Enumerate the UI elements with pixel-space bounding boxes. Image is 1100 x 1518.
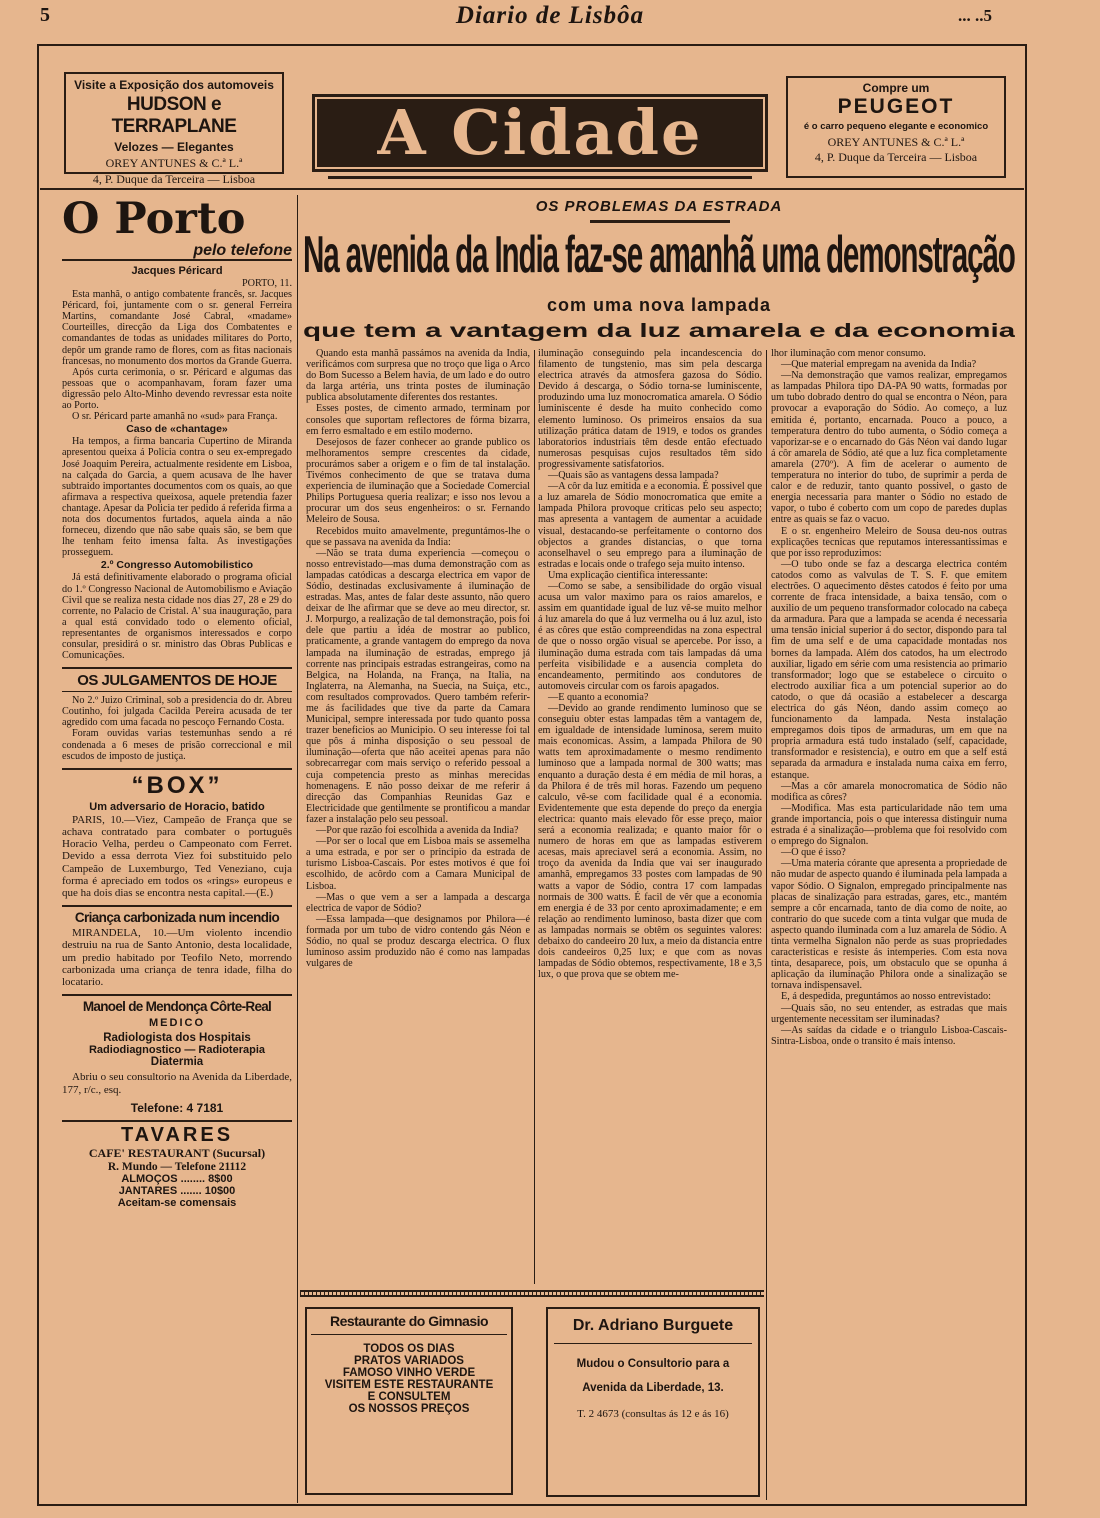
ad-medico-line6: Abriu o seu consultorio na Avenida da Liberdade, 177, r/c., esq.	[62, 1071, 292, 1097]
main-col1	[306, 348, 530, 1286]
main-kicker: OS PROBLEMAS DA ESTRADA	[535, 198, 783, 215]
ad-hudson-line5: 4, P. Duque da Terceira — Lisboa	[92, 172, 256, 186]
ad-gimnasio-line3: PRATOS VARIADOS	[354, 1355, 464, 1367]
main-col3-p11: —As saídas da cidade e o triangulo Lisboa-Cascais-Sintra-Lisboa, onde o transito é mais intenso.	[771, 1024, 1007, 1047]
ad-burguete-line1: Dr. Adriano Burguete	[554, 1317, 752, 1344]
section-title: A Cidade	[377, 96, 703, 169]
page-number: 5	[40, 4, 50, 26]
ad-gimnasio-line2: TODOS OS DIAS	[363, 1343, 455, 1355]
ad-gimnasio-line5: VISITEM ESTE RESTAURANTE	[324, 1379, 494, 1391]
main-col3-p6: —Modifica. Mas esta particularidade não tem uma grande importancia, pois o que interessa distinguir numa estrada é a sinalização—problema que foi resolvido com o emprego do Signalon.	[771, 802, 1007, 848]
main-col1-p4: —Não se trata duma experiencia —começou o nosso entrevistado—mas duma demonstração com as lampadas catódicas a descarga electrica em vapor de Sódio, destinadas exclusivamente á iluminação de estradas. Mas, antes de falar deste assunto, não quero deixar de lhe afirmar que se deve ao meu director, sr. J. Morpurgo, a realização de tal demonstração, pois foi dele que partiu a idéa de mostrar ao publico, praticamente, a grande vantagem do emprego da nova lampada na iluminação de estradas, emprego já corrente nas principais estradas estrangeiras, como na Belgica, na Holanda, na França, na Italia, na Inglaterra, na Alemanha, na Suecia, na Suiça, etc., com resultados comprovados. Quero também referir-me ás facilidades que tive da parte da Camara Municipal, sempre interessada por tudo quanto possa trazer beneficios ao Municipio. O seu interesse foi tal que pôs á minha disposição o seu pessoal de iluminação—oferta que não aceitei apenas para não sobrecarregar com mais serviço o referido pessoal a cuja competencia presto as minhas merecidas homenagens. E não posso deixar de me referir á direcção das Companhias Reunidas Gaz e Electricidade que gentilmente se prontificou a mandar fazer a instalação pelo seu pessoal.	[306, 547, 530, 825]
porto-byline: Jacques Péricard	[131, 265, 223, 277]
porto-p1: Esta manhã, o antigo combatente francês, sr. Jacques Péricard, foi, juntamente com o sr. general Ferreira Martins, comandante José Cabral, «madame» Courteilles, direcção da Liga dos Combatentes e comandantes de todas as unidades militares do Porto, depôr um grande ramo de flores, com as fitas nacionais francesas, no monumento dos mortos da Grande Guerra.	[62, 289, 292, 367]
left-column	[62, 196, 292, 1209]
main-col3-p9: E, á despedida, preguntámos ao nosso entrevistado:	[781, 991, 991, 1003]
ad-medico	[62, 994, 292, 1115]
ad-tavares-line6: Aceitam-se comensais	[117, 1197, 237, 1210]
ad-peugeot-line4: OREY ANTUNES & C.ª L.ª	[827, 135, 965, 149]
ad-hudson	[64, 72, 284, 186]
top-rule	[40, 188, 1024, 190]
main-col3-p0: lhor iluminação com menor consumo.	[771, 348, 926, 359]
section-title-box	[312, 94, 768, 172]
main-col1-p5: —Por que razão foi escolhida a avenida da India?	[316, 825, 519, 837]
ad-medico-line7: Telefone: 4 7181	[130, 1101, 224, 1116]
crianca-title: Criança carbonizada num incendio	[62, 905, 292, 925]
box-body	[62, 814, 292, 899]
main-col3-p2: —Na demonstração que vamos realizar, empregamos as lampadas Philora tipo DA-PA 90 watts, formadas por um tubo dobrado dentro do qual se encontra o Néon, para provocar a evaporação do Sódio. Ao começo, a luz emitida é, portanto, encarnada. Pouco a pouco, a temperatura dentro do tubo aumenta, o Sódio começa a vaporizar-se e o encarnado do Gás Néon vai dando lugar á côr amarela de Sódio, até que a luz fica completamente amarela (270º). A fim de acelerar o aumento de temperatura no interior do tubo, de suprimir a perda de calor e de reduzir, tanto quanto possivel, o gasto de energia necessaria para manter o Sódio no estado de vapor, o tubo é coberto com um copo de paredes duplas entre as quais se faz o vacuo.	[771, 370, 1007, 526]
box-p1: PARIS, 10.—Viez, Campeão de França que se achava contratado para combater o português Horacio Velha, perdeu o Campeonato com Ferret. Devido a essa derrota Viez foi substituido pelo Campeão de Luxemburgo, Ted Veneziano, cuja forma é apreciado em todos os «rings» europeus e que ha dois dias se encontra nesta capital.—(E.)	[62, 813, 292, 899]
porto-h2: Caso de «chantage»	[126, 423, 228, 436]
masthead: Diario de Lisbôa	[455, 2, 645, 29]
ad-hudson-line3: Velozes — Elegantes	[114, 140, 234, 154]
title-underline	[328, 176, 752, 179]
main-deck1: com uma nova lampada	[546, 295, 772, 315]
ad-burguete	[546, 1307, 760, 1497]
ad-tavares-line3: R. Mundo — Telefone 21112	[107, 1161, 247, 1174]
main-col3-p5: —Mas a côr amarela monocromatica de Sódio não modifica as côres?	[771, 780, 1007, 803]
main-col-divider1	[534, 350, 535, 1284]
main-col1-p2: Desejosos de fazer conhecer ao grande publico os melhoramentos sempre crescentes da cidade, procurámos saber a origem e o fim de tal instalação. Tivémos conhecimento de que se tratava duma experiencia de iluminação que a Sociedade Comercial Philips Portuguesa queria realizar; e isso nos levou a procurar um dos seus engenheiros: o sr. Fernando Meleiro de Sousa.	[306, 436, 530, 526]
main-col3-p8: —Uma materia córante que apresenta a propriedade de não mudar de aspecto quando é iluminada pela lampada a vapor Sódio. O Signalon, empregado principalmente nas placas de sinalização para estradas, gares, etc., mantém sempre a côr encarnada, tanto de dia como de noite, ao contrario do que sucede com a tinta vulgar que muda de aspecto quando iluminada com a luz amarela de Sódio. A tinta vermelha Signalon não perde as suas propriedades caracteristicas e resiste ás intemperies. Com esta nova tinta, desaparece, pois, um obstaculo que se opunha á aplicação da iluminação Philora onde a sinalização se tornava indispensavel.	[771, 858, 1007, 992]
ad-tavares-line1: TAVARES	[120, 1124, 234, 1147]
kicker-rule	[590, 220, 730, 223]
ad-medico-line1: Manoel de Mendonça Côrte-Real	[82, 999, 272, 1015]
main-col2-p0: iluminação conseguindo pela incandescencia do filamento de tungstenio, mas sim pela descarga electrica através da atmosfera gazosa do Sódio. Devido á descarga, o Sódio torna-se luminiscente, produzindo uma luz monocromatica amarela. O Sódio luminiscente é desde ha muito conhecido como elemento luminoso. Os primeiros ensaios da sua utilização prática datam de 1919, e todos os grandes laboratorios industriais têm desde então efectuado numerosas pesquisas cujos resultados têm sido progressivamente satisfatorios.	[538, 348, 762, 470]
ad-hudson-line2: HUDSON e TERRAPLANE	[111, 94, 237, 137]
julgamentos-title: OS JULGAMENTOS DE HOJE	[62, 667, 292, 692]
porto-p4: Ha tempos, a firma bancaria Cupertino de Miranda apresentou queixa á Policia contra o seu ex-empregado José Joaquim Pereira, actualmente residente em Lisboa, na calçada do Garcia, a quem acusava de lhe haver subtraido importantes documentos com os quais, ao que afirmava a respectiva queixosa, aquele pretendia fazer chantage. Apesar da Policia ter pedido á referida firma a nota dos documentos furtados, aquela ainda a não forneceu, dizendo que não sabe quais são, se bem que lhe tenham feito imensa falta. As investigações prosseguem.	[62, 436, 292, 559]
ad-medico-line5: Diatermia	[150, 1056, 204, 1069]
ad-burguete-line2: Mudou o Consultorio para a	[576, 1358, 730, 1370]
ad-tavares-line4-label: ALMOÇOS	[121, 1173, 178, 1186]
ad-tavares-line4-price: 8$00	[208, 1173, 233, 1186]
main-col2-p5: —E quanto a economia?	[548, 691, 649, 703]
box-subtitle: Um adversario de Horacio, batido	[89, 800, 265, 813]
ad-burguete-line4: T. 2 4673 (consultas ás 12 e ás 16)	[577, 1408, 729, 1420]
main-col1-p6: —Por ser o local que em Lisboa mais se assemelha a uma estrada, e por ser o principio da estrada de turismo Lisboa-Cascais. Por estes motivos é que foi escolhido, de acôrdo com a Camara Municipal de Lisboa.	[306, 836, 530, 892]
porto-title: O Porto	[62, 194, 246, 244]
ad-tavares	[62, 1120, 292, 1209]
main-col3-p4: —O tubo onde se faz a descarga electrica contém catodos como as valvulas de T. S. F. que emitem electrões. O aquecimento dêstes catodos é feito por uma corrente de fraca intensidade, a baixa tensão, com o auxilio de um pequeno transformador colocado na cabeça da armadura. Para que a lampada se acenda é necessaria uma tensão inicial superior á do sector, dispondo para tal fim de uma self e de uma capacidade montadas nos bornes da lampada. Além dos catodos, ha um electrodo auxiliar, ligado em série com uma resistencia ao primario transformador; logo que se estabelece o circuito o electrodo auxiliar fica a um potencial superior ao do catodo, o que dá ocasião a estabelecer a descarga electrica do gás Néon, dando assim começo ao funcionamento da lampada. Nesta instalação empregamos dois tipos de armaduras, um em que na propria armadura está tudo instalado (self, capacidade, transformador e resistencia), e outro em que a self está separada da armadura e instalada numa caixa em ferro, estanque.	[771, 558, 1007, 781]
date-fragment: ... ..5	[958, 6, 992, 25]
main-deck2: que tem a vantagem da luz amarela e da economia	[303, 321, 1015, 342]
main-col2	[538, 348, 762, 1286]
julgamentos-p2: Foram ouvidas varias testemunhas sendo a ré condenada a 6 meses de prisão correccional e mil escudos de imposto de justiça.	[62, 728, 292, 762]
left-col-divider	[297, 195, 298, 1503]
ad-tavares-leader1: ........	[180, 1173, 206, 1186]
julgamentos-p1: No 2.º Juizo Criminal, sob a presidencia do dr. Abreu Coutinho, foi julgada Cacilda Pereira acusada de ter agredido com uma facada no pescoço Fernando Costa.	[62, 695, 292, 729]
ad-tavares-line5-label: JANTARES	[118, 1185, 178, 1198]
ad-peugeot-line5: 4, P. Duque da Terceira — Lisboa	[814, 150, 978, 164]
ad-peugeot	[786, 76, 1006, 178]
crianca-body	[62, 927, 292, 988]
ad-tavares-row2	[62, 1185, 292, 1197]
ad-gimnasio-line6: E CONSULTEM	[367, 1391, 451, 1403]
main-col1-p8: —Essa lampada—que designamos por Philora—é formada por um tubo de vidro contendo gás Néon e Sódio, no qual se produz descarga electrica. O flux luminoso assim produzido não é como nas lampadas vulgares de	[306, 913, 530, 970]
main-col2-p1: —Quais são as vantagens dessa lampada?	[548, 470, 719, 482]
main-col2-p6: —Devido ao grande rendimento luminoso que se conseguiu obter estas lampadas têm a vantagem de, em igualdade de intensidade luminosa, serem muito mais economicas. Assim, a lampada Philora de 90 watts tem aproximadamente o mesmo rendimento luminoso que a lampada normal de 300 watts; mas enquanto a duração desta é em média de mil horas, a da Philora é de três mil horas. Fazendo um pequeno calculo, vê-se com facilidade qual é a economia. Evidentemente que esta depende do preço da energia electrica: quanto mais elevado fôr esse preço, maior será a economia realizada; e quanto maior fôr o numero de horas em que as lampadas estiverem acesas, mais apreciavel será a economia. Assim, no troço da avenida da India que vai ser inaugurado amanhã, empregamos 33 postes com lampadas de 90 watts a vapor de Sódio, contra 17 com lampadas normais de 300 watts. É facil de vêr que a economia em energia é de 33 por cento aproximadamente; e em relação ao rendimento luminoso, basta dizer que com as lampadas normais se obtêm os seguintes valores: debaixo do candeeiro 20 lux, a meio da distancia entre dois candeeiros 0,25 lux; e que com as novas lampadas de Sódio obtemos, respectivamente, 18 e 3,5 lux, o que prova que se obtem me-	[538, 703, 762, 981]
ad-medico-line4: Radiodiagnostico — Radioterapia	[88, 1044, 266, 1057]
porto-p5: Já está definitivamente elaborado o programa oficial do 1.º Congresso Nacional de Automobilismo e Aviação Civil que se realiza nesta cidade nos dias 27, 28 e 29 do corrente, no Palacio de Cristal. A' sua inauguração, para a qual está convidado todo o elemento oficial, representantes de organismos interessados e corpo consular, presidirá o sr. ministro das Obras Publicas e Comunicações.	[62, 572, 292, 662]
main-col3-p3: E o sr. engenheiro Meleiro de Sousa deu-nos outras explicações tecnicas que reputamos interessantissimas e que por isso reproduzimos:	[771, 525, 1007, 559]
ad-gimnasio-line4: FAMOSO VINHO VERDE	[342, 1367, 476, 1379]
box-title: “BOX”	[62, 768, 292, 799]
ad-tavares-line2: CAFE' RESTAURANT (Sucursal)	[88, 1146, 266, 1161]
porto-p2: Após curta cerimonia, o sr. Péricard e algumas das pessoas que o acompanhavam, foram fazer uma digressão pelo Alto-Minho devendo revressar esta noite ao Porto.	[62, 366, 292, 412]
main-col1-p3: Recebidos muito amavelmente, preguntámos-lhe o que se passava na avenida da India:	[306, 525, 530, 548]
main-headline: Na avenida da India faz-se amanhã uma demonstração	[303, 226, 1015, 284]
ad-medico-line2: MEDICO	[149, 1017, 205, 1030]
crianca-p1: MIRANDELA, 10.—Um violento incendio destruiu na rua de Santo Antonio, desta localidade, um predio habitado por Teofilo Neto, morrendo carbonizada uma criança de tenra idade, filha do locatario.	[62, 927, 292, 988]
main-headline-wrap	[303, 226, 1017, 284]
porto-subtitle: pelo telefone	[62, 242, 292, 261]
main-col1-p0: Quando esta manhã passámos na avenida da India, verificámos com surpresa que no troço que liga o Arco do Bom Sucesso a Belem havia, de um lado e do outro da larga artéria, uns trinta postes de iluminação publica absolutamente diferentes dos restantes.	[306, 348, 530, 404]
main-col1-p1: Esses postes, de cimento armado, terminam por consoles que suportam reflectores de fórma bizarra, em ferro esmaltado e em estilo moderno.	[306, 403, 530, 437]
main-col3-p7: —O que é isso?	[781, 847, 846, 859]
porto-body	[62, 278, 292, 661]
main-deck2-wrap	[303, 320, 1015, 346]
ad-medico-line3: Radiologista dos Hospitais	[103, 1032, 251, 1045]
porto-dateline: PORTO, 11.	[241, 278, 292, 289]
main-col3	[771, 348, 1007, 1500]
main-col3-p1: —Que material empregam na avenida da India?	[781, 359, 977, 371]
ad-peugeot-line2: PEUGEOT	[837, 95, 955, 118]
main-col-divider2	[766, 350, 767, 1500]
main-col3-p10: —Quais são, no seu entender, as estradas que mais urgentemente necessitam ser iluminadas?	[771, 1002, 1007, 1025]
porto-p3: O sr. Péricard parte amanhã no «sud» para França.	[72, 411, 278, 423]
ad-hudson-line4: OREY ANTUNES & C.ª L.ª	[105, 156, 243, 170]
ad-hudson-line1: Visite a Exposição dos automoveis	[74, 78, 274, 92]
ad-tavares-row1	[62, 1173, 292, 1185]
main-col2-p4: —Como se sabe, a sensibilidade do orgão visual acusa um valor maximo para os raios amarelos, e assim em quantidade igual de luz vê-se muito melhor á luz amarela do que á luz vermelha ou á luz azul, isto é as côres que estão compreendidas na zona espectral de que o nosso orgão visual se apercebe. Por isso, a iluminação duma estrada com tais lampadas dá uma perfeita visibilidade e a ausencia completa do encandeamento, permitindo aos condutores de automoveis circular com os farois apagados.	[538, 580, 762, 692]
bottom-ads-rule	[300, 1290, 764, 1297]
main-col2-p3: Uma explicação cientifica interessante:	[548, 569, 708, 581]
ad-tavares-line5-price: 10$00	[204, 1185, 236, 1198]
ad-gimnasio	[305, 1307, 513, 1495]
ad-burguete-line3: Avenida da Liberdade, 13.	[582, 1382, 724, 1394]
porto-h3: 2.º Congresso Automobilistico	[100, 559, 254, 572]
main-col2-p2: —A côr da luz emitida e a economia. É possivel que a luz amarela de Sódio monocromatica que emite a lampada Philora provoque criticas pelo seu aspecto; mas apresenta a vantagem de aumentar a acuidade visual, destacando-se perfeitamente o contorno dos objectos a grandes distancias, o que torna aconselhavel o seu emprego para a iluminação de estradas e locais onde o trafego seja muito intenso.	[538, 481, 762, 570]
ad-tavares-leader2: .......	[180, 1185, 202, 1198]
main-col1-p7: —Mas o que vem a ser a lampada a descarga electrica de vapor de Sódio?	[306, 891, 530, 914]
ad-gimnasio-line7: OS NOSSOS PREÇOS	[348, 1403, 470, 1415]
ad-gimnasio-line1: Restaurante do Gimnasio	[311, 1313, 507, 1335]
ad-peugeot-line1: Compre um	[862, 81, 930, 95]
ad-peugeot-line3: é o carro pequeno elegante e economico	[803, 121, 989, 132]
julgamentos-body	[62, 695, 292, 762]
